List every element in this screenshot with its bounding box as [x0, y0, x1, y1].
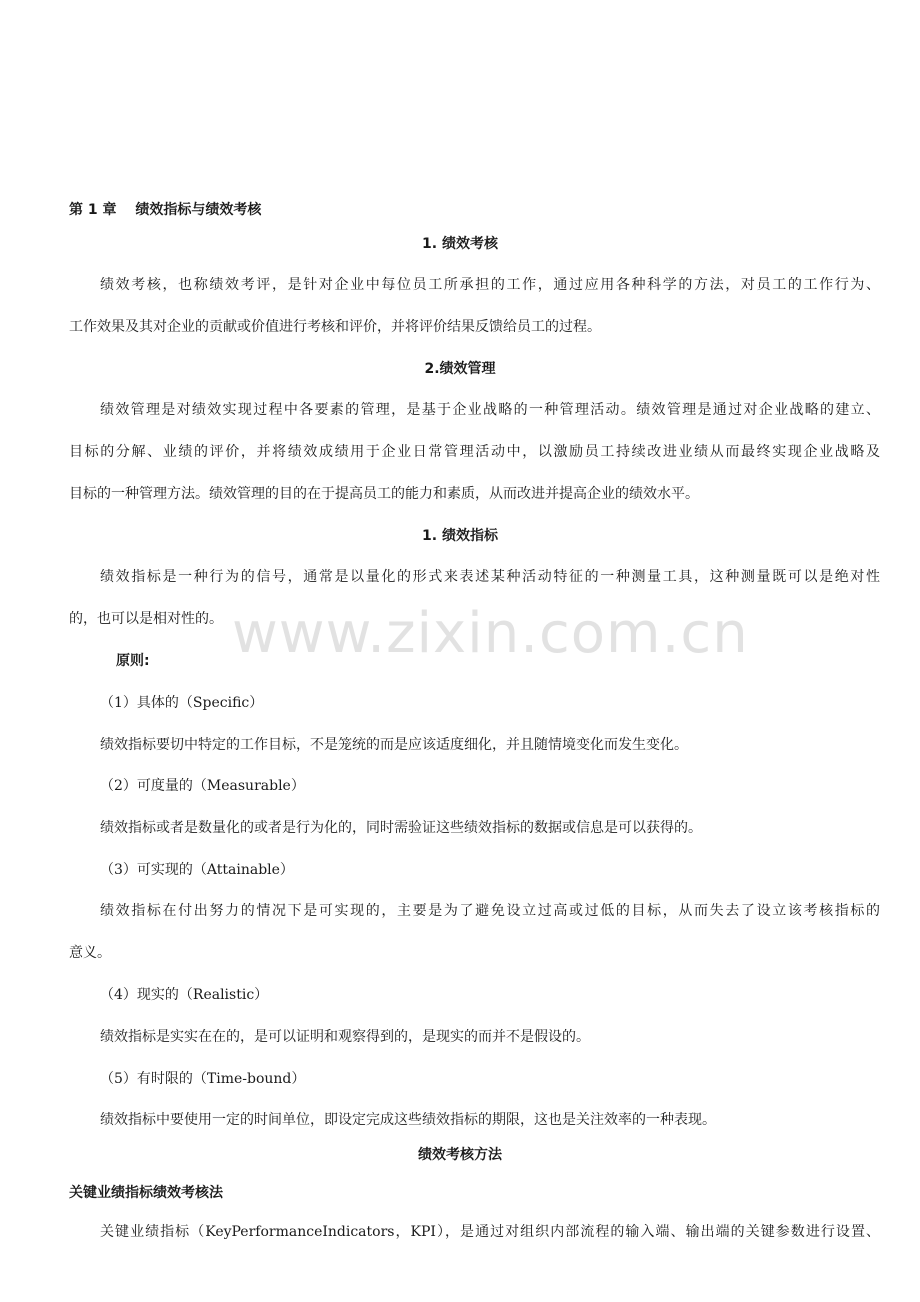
principle-text: 绩效指标是实实在在的，是可以证明和观察得到的，是现实的而并不是假设的。 [100, 1029, 590, 1045]
principle-title: （5）有时限的（Time-bound） [100, 1071, 306, 1087]
principles-label: 原则: [116, 653, 150, 669]
section-heading-methods: 绩效考核方法 [418, 1147, 502, 1163]
section-heading-management: 2.绩效管理 [424, 361, 496, 377]
principle-title: （4）现实的（Realistic） [100, 987, 269, 1003]
paragraph-line: 的，也可以是相对性的。 [69, 611, 223, 627]
principle-text: 绩效指标中要使用一定的时间单位，即设定完成这些绩效指标的期限，这也是关注效率的一种表现。 [100, 1112, 716, 1128]
principle-text: 绩效指标在付出努力的情况下是可实现的，主要是为了避免设立过高或过低的目标，从而失去了设立该考核指标的 [100, 903, 880, 919]
paragraph-line: 绩效指标是一种行为的信号，通常是以量化的形式来表述某种活动特征的一种测量工具，这种测量既可以是绝对性 [100, 569, 880, 585]
section-heading-kpi: 关键业绩指标绩效考核法 [69, 1185, 223, 1201]
paragraph-line: 绩效管理是对绩效实现过程中各要素的管理，是基于企业战略的一种管理活动。绩效管理是通过对企业战略的建立、 [100, 402, 880, 418]
principle-text: 绩效指标要切中特定的工作目标，不是笼统的而是应该适度细化，并且随情境变化而发生变化。 [100, 737, 688, 753]
paragraph-line: 绩效考核，也称绩效考评，是针对企业中每位员工所承担的工作，通过应用各种科学的方法，对员工的工作行为、 [100, 277, 880, 293]
principle-title: （2）可度量的（Measurable） [100, 778, 305, 794]
principle-text: 绩效指标或者是数量化的或者是行为化的，同时需验证这些绩效指标的数据或信息是可以获得的。 [100, 820, 702, 836]
section-heading-appraisal: 1. 绩效考核 [422, 236, 498, 252]
paragraph-line: 目标的分解、业绩的评价，并将绩效成绩用于企业日常管理活动中，以激励员工持续改进业绩从而最终实现企业战略及 [69, 444, 880, 460]
paragraph-line: 工作效果及其对企业的贡献或价值进行考核和评价，并将评价结果反馈给员工的过程。 [69, 319, 601, 335]
chapter-title: 第 1 章 绩效指标与绩效考核 [69, 202, 262, 218]
principle-title: （1）具体的（Specific） [100, 695, 264, 711]
section-heading-indicators: 1. 绩效指标 [422, 528, 498, 544]
principle-title: （3）可实现的（Attainable） [100, 862, 294, 878]
principle-text: 意义。 [69, 945, 111, 961]
paragraph-line: 目标的一种管理方法。绩效管理的目的在于提高员工的能力和素质，从而改进并提高企业的绩效水平。 [69, 486, 699, 502]
paragraph-line: 关键业绩指标（KeyPerformanceIndicators，KPI），是通过对组织内部流程的输入端、输出端的关键参数进行设置、 [100, 1224, 880, 1240]
watermark: www.zixin.com.cn [232, 601, 749, 666]
